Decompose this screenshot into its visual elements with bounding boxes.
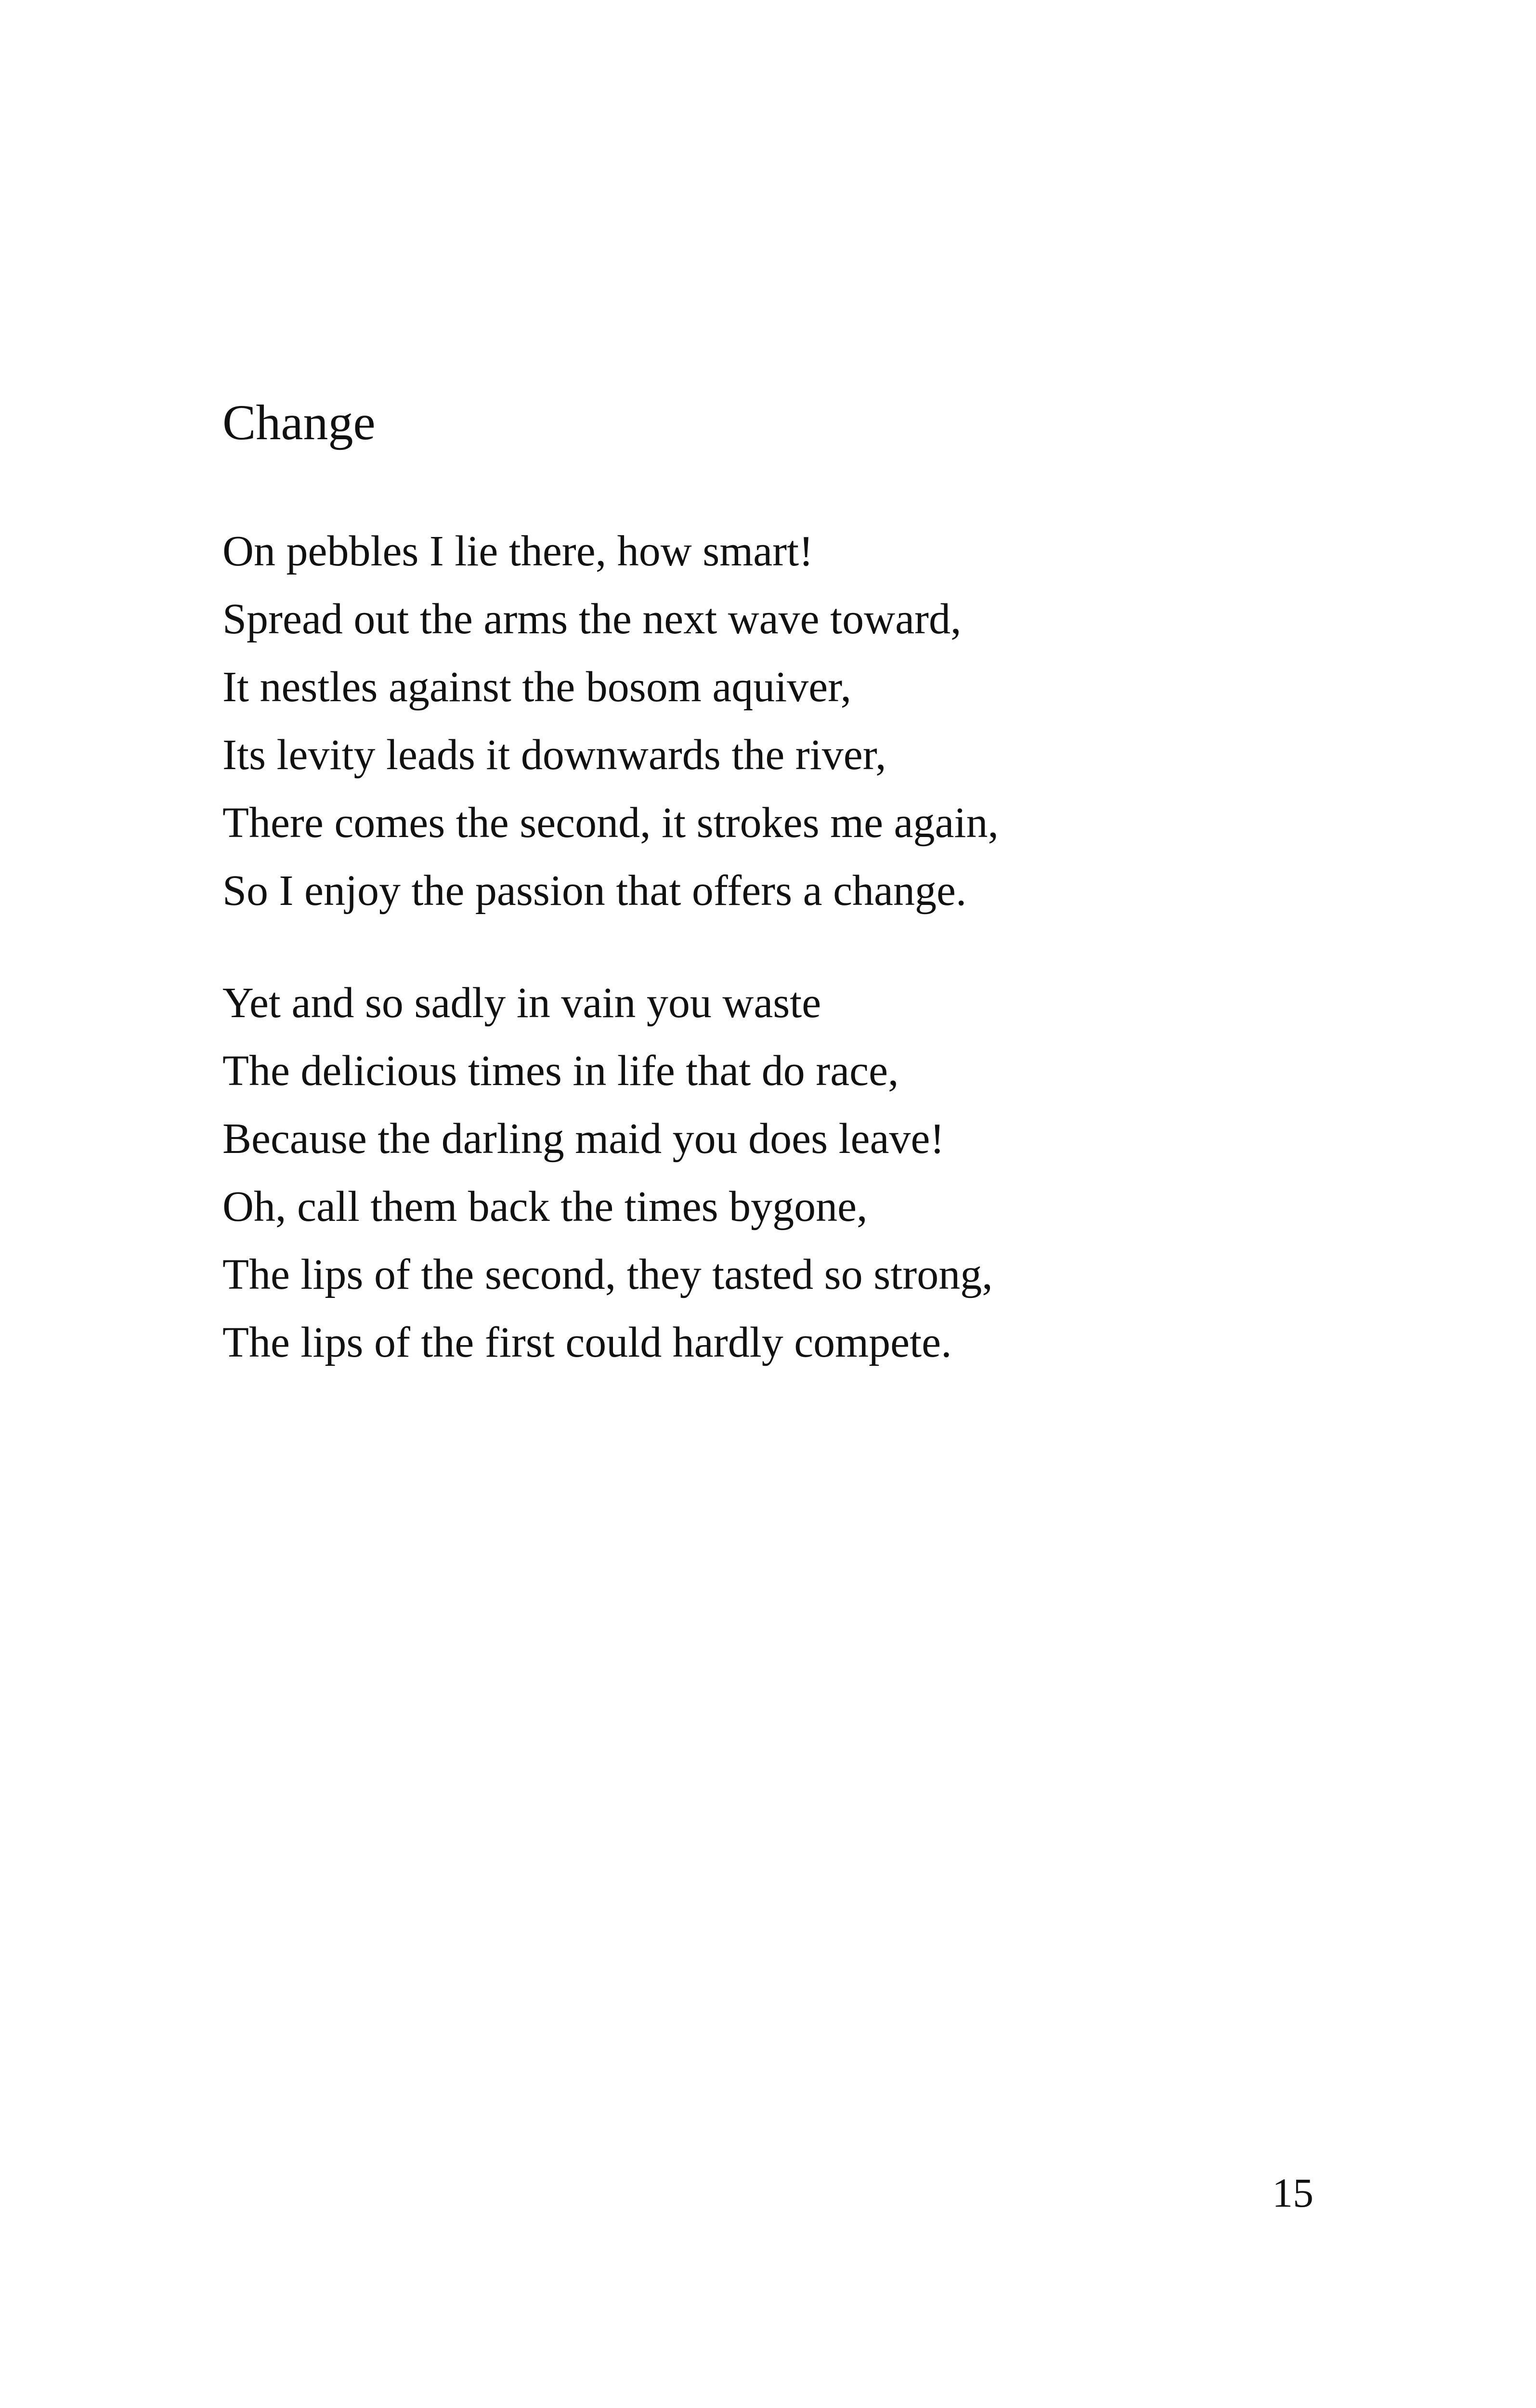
poem-line: Its levity leads it downwards the river, — [222, 731, 886, 779]
poem-line: It nestles against the bosom aquiver, — [222, 663, 852, 711]
poem-line: The lips of the first could hardly compete. — [222, 1319, 952, 1366]
poem-line: The delicious times in life that do race, — [222, 1047, 899, 1095]
stanza-1 — [222, 517, 1354, 925]
page-number: 15 — [1272, 2170, 1314, 2216]
poem — [222, 389, 1354, 1376]
poem-line: Yet and so sadly in vain you waste — [222, 979, 821, 1027]
poem-line: Spread out the arms the next wave toward, — [222, 595, 962, 643]
poem-line: Because the darling maid you does leave! — [222, 1115, 945, 1163]
poem-title: Change — [222, 395, 376, 450]
poem-line: The lips of the second, they tasted so strong, — [222, 1251, 993, 1298]
stanza-2 — [222, 969, 1354, 1376]
poem-line: There comes the second, it strokes me again, — [222, 799, 999, 847]
poem-line: Oh, call them back the times bygone, — [222, 1183, 868, 1230]
poem-line: On pebbles I lie there, how smart! — [222, 527, 814, 575]
poem-line: So I enjoy the passion that offers a change. — [222, 867, 967, 915]
